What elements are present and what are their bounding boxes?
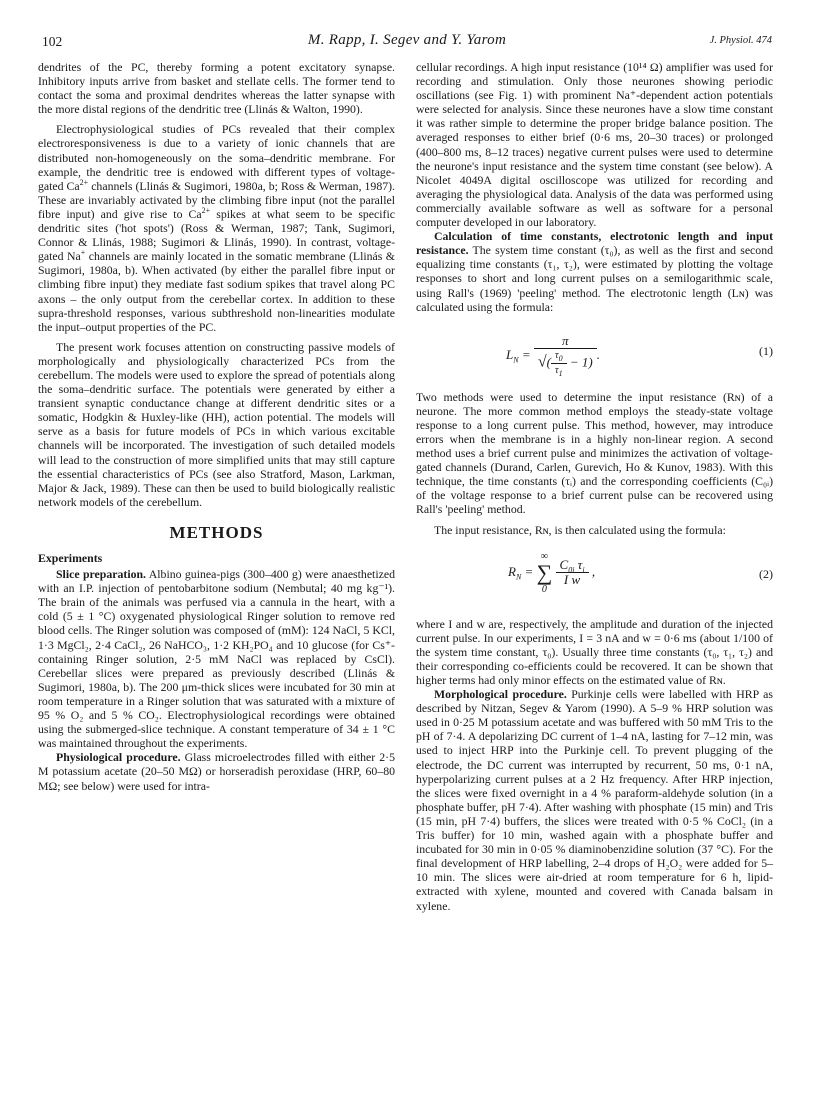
equation-2 [416, 547, 773, 607]
paragraph-present-work: The present work focuses attention on constructing passive models of morphologically and physiologically characterized PCs from the cerebellum. The models were used to explore the spread of potentials along the soma–dendritic surface. The potentials were generated by either a transient synaptic conductance change at different dendritic sites or a somatic, Hodgkin & Huxley-like (HH), action potential. The models will serve as a basis for future models of PCs in which various excitable channels will be incorporated. The investigation of such detailed models will lead to the construction of more simplified units that may still capture the essential characteristics of PCs (see also Stratford, Mason, Larkman, Major & Jack, 1989). These can then be used to build biologically realistic network models of the cerebellum. [38, 339, 395, 509]
paragraph-where: where I and w are, respectively, the amplitude and duration of the injected current pulse. In our experiments, I = 3 nA and w = 0·6 ms (about 1/100 of the system time constant, τ₀). Usually three time constants (τ₀, τ₁, τ₂) and their corresponding co-efficients could be recovered. It can be shown that higher terms had only minor effects on the estimated value of Rɴ. [416, 616, 773, 687]
paragraph-electrophysiology: Electrophysiological studies of PCs revealed that their complex electroresponsiveness is due to a variety of ionic channels that are distributed non-homogeneously on the soma–dendritic membrane. For example, the dendritic tree is endowed with different types of voltage-gated $Ca^{2+}$ channels (Llinás & Sugimori, 1980a, b; Ross & Werman, 1987). These are invariably activated by the climbing fibre input (not the parallel fibre input) and give rise to $Ca^{2+}$ spikes at what seem to be specific dendritic sites ('hot spots') (Ross & Werman, 1987; Tank, Sugimori, Connor & Llinás, 1988; Sugimori & Llinás, 1990). In contrast, voltage-gated Na+ channels are mainly located in the somatic membrane (Llinás & Sugimori, 1980a, b). When activated (by either the parallel fibre input or climbing fibre input) they mediate fast sodium spikes that travel along PC axons – the only output from the cerebellar cortex. In addition to these supra-threshold responses, various subthreshold non-linearities modulate the input–output properties of the PC. [38, 122, 396, 334]
experiments-heading: Experiments [38, 551, 103, 565]
right-column [416, 60, 773, 913]
left-column [38, 60, 395, 793]
paragraph-morphological-procedure: Morphological procedure. Purkinje cells were labelled with HRP as described by Nitzan, Segev & Yarom (1990). A 5–9 % HRP solution was used in 0·25 M potassium acetate and was buffered with 50 mM Tris to the pH of 7·4. A depolarizing DC current of 1–4 nA, lasting for 7–12 min, was used to inject HRP into the Purkinje cell. To prevent plugging of the electrode, the DC current was interrupted by recurrent, 50 ms, 0·1 nA, hyperpolarizing current pulses at a 2 Hz frequency. After HRP injection, the slices were fixed overnight in a 4 % paraform-aldehyde solution (in a phosphate buffer, pH 7·4). After washing with phosphate (15 min) and Tris (15 min, pH 7·4) buffers, the slices were treated with 0·5 % CoCl₂ (in a Tris buffer) for 10 min, washed again with a phosphate buffer and incubated for 30 min in 0·05 % diaminobenzidine solution (37 °C). For the final development of HRP labelling, 2–4 drops of H₂O₂ were added for 5–10 min. The slices were air-dried at room temperature for 6 h, lipid-extracted with xylene, mounted and covered with Canada balsam in xylene. [416, 687, 773, 913]
paragraph-input-resistance: The input resistance, Rɴ, is then calculated using the formula: [434, 522, 726, 537]
methods-heading: METHODS [169, 522, 264, 542]
paragraph-physiological-procedure: Physiological procedure. Glass microelectrodes filled with either 2·5 M potassium acetate (20–50 MΩ) or horseradish peroxidase (HRP, 60–80 MΩ; see below) were used for intra- [38, 750, 395, 793]
page-number: 102 [42, 34, 63, 49]
journal-reference: J. Physiol. 474 [709, 35, 772, 46]
paragraph-slice-preparation: Slice preparation. Albino guinea-pigs (300–400 g) were anaesthetized with an I.P. injection of pentobarbitone sodium (Nembutal; 40 mg kg⁻¹). The brain of the animals was perfused via a cannula in the heart, with a cold (5 ± 1 °C) oxygenated physiological Ringer solution to remove red blood cells. The Ringer solution was composed of (mM): 124 NaCl, 5 KCl, 1·3 MgCl₂, 2·4 CaCl₂, 26 NaHCO₃, 1·2 KH₂PO₄ and 10 glucose (for Cs⁺-containing Ringer solution, 2·5 mM NaCl was replaced by CsCl). Cerebellar slices were prepared as previously described (Llinás & Sugimori, 1980a, b). The 200 μm-thick slices were incubated for 30 min at room temperature in a Ringer solution that was saturated with a mixture of 95 % O₂ and 5 % CO₂. Electrophysiological recordings were obtained using the submerged-slice technique. A constant temperature of 34 ± 1 °C was maintained throughout the experiments. [38, 567, 395, 751]
running-authors: M. Rapp, I. Segev and Y. Yarom [307, 32, 507, 48]
equation-2-number: (2) [759, 566, 773, 581]
paragraph-two-methods: Two methods were used to determine the input resistance (Rɴ) of a neurone. The more common method employs the steady-state voltage response to a long current pulse. This method, however, may introduce errors when the membrane is in a highly non-linear region. A second method uses a brief current pulse and minimizes the activation of voltage-gated channels (Durand, Carlen, Gurevich, Ho & Kunov, 1983). With this technique, the time constants (τᵢ) and the corresponding coefficients (C₀ᵢ) of the voltage response to a brief current pulse can be recovered using Rall's 'peeling' method. [416, 389, 773, 517]
equation-1 [416, 324, 773, 380]
equation-1-number: (1) [759, 343, 773, 358]
equation-1-formula: $L_N$ = π √( $\frac{\tau_0}{\tau_1}$ − 1) . [506, 332, 600, 378]
paragraph-recordings: cellular recordings. A high input resistance (10¹⁴ Ω) amplifier was used for recording and stimulation. Only those neurones showing periodic oscillations (see Fig. 1) with prominent Na⁺-dependent action potentials were selected for analysis. Since these neurones have a slow time constant it was rather simple to determine the proper bridge balance position. The averaged responses to either brief (0·6 ms, 20–30 traces) or prolonged (400–800 ms, 8–12 traces) negative current pulses were used to determine the neurone's input resistance and the system time constant (see below). A Nicolet 4049A digital oscilloscope was utilized for recording and averaging the physiological data. Analysis of the data was performed using commercially available software as well as software for a personal computer developed in our laboratory. [416, 60, 773, 230]
page-header [42, 30, 772, 52]
equation-2-formula: $R_N$ = ∞ ∑ 0 $\frac{C_{0i} \tau_i}{\text{I w}}$ , [508, 550, 596, 595]
paragraph-calculation: Calculation of time constants, electrotonic length and input resistance. The system time constant (τ₀), as well as the first and second equalizing time constants (τ₁, τ₂), were estimated by plotting the voltage responses to short and long current pulses on a semilogarithmic scale, using Rall's (1969) 'peeling' method. The electrotonic length (Lɴ) was calculated using the formula: [416, 229, 773, 314]
paragraph-dendrites: dendrites of the PC, thereby forming a potent excitatory synapse. Inhibitory inputs arrive from basket and stellate cells. The former tend to contact the soma and proximal dendrites whereas the latter synapse with the more distal regions of the dendritic tree (Llinás & Walton, 1990). [38, 60, 395, 117]
